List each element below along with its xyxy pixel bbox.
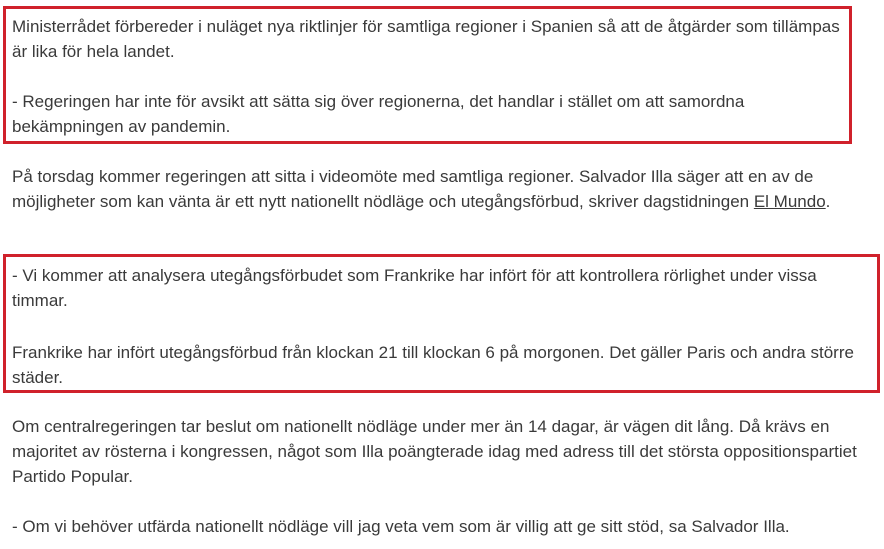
paragraph-7: - Om vi behöver utfärda nationellt nödläge vill jag veta vem som är villig att ge sitt stöd, sa Salvador Illa. xyxy=(12,517,790,536)
paragraph-1: Ministerrådet förbereder i nuläget nya riktlinjer för samtliga regioner i Spanien så att de åtgärder som tillämpas är lika för hela landet. xyxy=(12,17,840,61)
el-mundo-link[interactable]: El Mundo xyxy=(753,192,826,211)
paragraph-6: Om centralregeringen tar beslut om nationellt nödläge under mer än 14 dagar, är vägen dit lång. Då krävs en majoritet av rösterna i kongressen, något som Illa poängterade idag med adress till det största oppositionspartiet Partido Popular. xyxy=(12,417,857,486)
paragraph-4: - Vi kommer att analysera utegångsförbudet som Frankrike har infört för att kontrollera rörlighet under vissa timmar. xyxy=(12,266,817,310)
paragraph-5: Frankrike har infört utegångsförbud från klockan 21 till klockan 6 på morgonen. Det gäller Paris och andra större städer. xyxy=(12,343,854,387)
paragraph-2: - Regeringen har inte för avsikt att sätta sig över regionerna, det handlar i stället om att samordna bekämpningen av pandemin. xyxy=(12,92,745,136)
paragraph-3-text: På torsdag kommer regeringen att sitta i videomöte med samtliga regioner. Salvador Illa säger att en av de möjligheter som kan vänta är ett nytt nationellt nödläge och utegångsförbud, skriver dagstidningen xyxy=(12,167,814,211)
paragraph-3-end: . xyxy=(825,192,831,211)
paragraph-3 xyxy=(12,164,878,214)
